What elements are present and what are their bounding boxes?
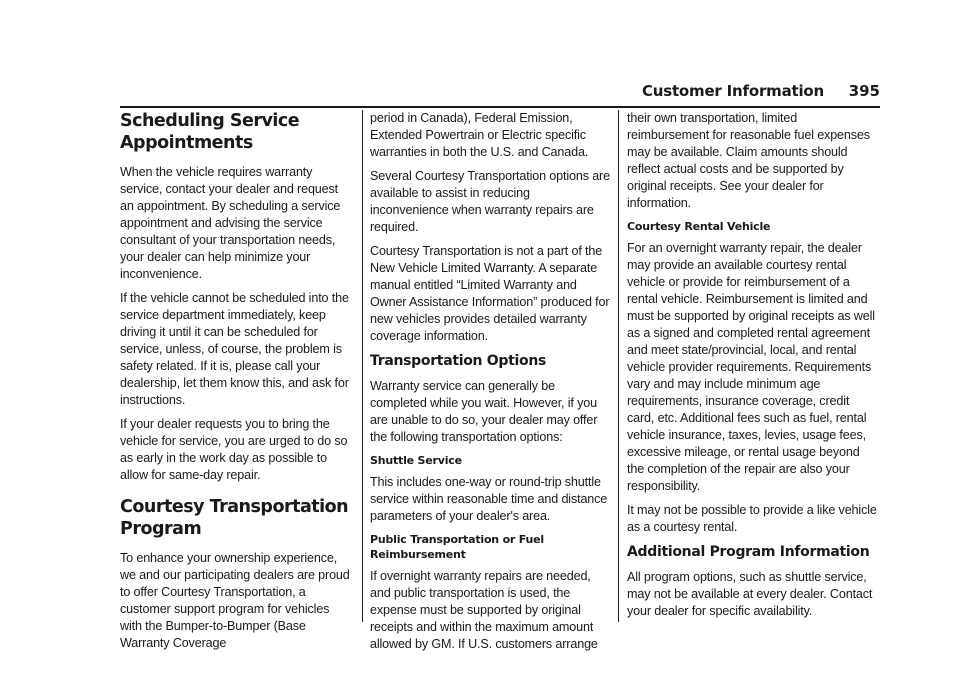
paragraph: All program options, such as shuttle service, may not be available at every dealer. Contact your dealer for specific availability.: [627, 570, 873, 618]
column-divider-2: [618, 110, 619, 622]
paragraph: For an overnight warranty repair, the dealer may provide an available courtesy rental vehicle or provide for reimbursement of a rental vehicle. Reimbursement is limited and must be supported by original receipts as well as a signed and completed rental agreement and meet state/provincial, local, and rental vehicle provider requirements. Requirements vary and may include minimum age requirements, insurance coverage, credit card, etc. Additional fees such as fuel, rental vehicle insurance, taxes, levies, usage fees, excessive mileage, or rental usage beyond the completion of the repair are also your responsibility.: [627, 241, 875, 493]
paragraph: If your dealer requests you to bring the vehicle for service, you are urged to do so as early in the work day as possible to allow for same-day repair.: [120, 417, 348, 482]
paragraph: To enhance your ownership experience, we and our participating dealers are proud to offer Courtesy Transportation, a customer support program for vehicles with the Bumper-to-Bumper (Base Warranty Coverage: [120, 551, 350, 650]
column-2: [370, 110, 610, 660]
paragraph: Courtesy Transportation is not a part of the New Vehicle Limited Warranty. A separate manual entitled “Limited Warranty and Owner Assistance Information” produced for new vehicles provides detailed warranty coverage information.: [370, 244, 610, 343]
page-header: [120, 80, 880, 110]
heading-additional-program: Additional Program Information: [627, 544, 870, 560]
column-1: [120, 110, 352, 659]
paragraph: If overnight warranty repairs are needed, and public transportation is used, the expense must be supported by original receipts and within the maximum amount allowed by GM. If U.S. customers arrange: [370, 569, 598, 651]
subheading-shuttle-service: Shuttle Service: [370, 454, 462, 467]
subheading-public-transportation: Public Transportation or Fuel Reimbursement: [370, 533, 545, 561]
heading-courtesy-transportation: Courtesy Transportation Program: [120, 497, 349, 539]
section-title: Customer Information: [641, 82, 824, 100]
paragraph: period in Canada), Federal Emission, Extended Powertrain or Electric specific warranties in both the U.S. and Canada.: [370, 111, 589, 159]
paragraph: Several Courtesy Transportation options are available to assist in reducing inconvenience when warranty repairs are required.: [370, 169, 610, 234]
header-rule: [120, 106, 880, 108]
heading-transportation-options: Transportation Options: [370, 353, 547, 369]
paragraph: Warranty service can generally be completed while you wait. However, if you are unable to do so, your dealer may offer the following transportation options:: [370, 379, 598, 444]
column-divider-1: [362, 110, 363, 622]
paragraph: This includes one-way or round-trip shuttle service within reasonable time and distance parameters of your dealer's area.: [370, 475, 608, 523]
page-number: 395: [848, 82, 880, 100]
paragraph: When the vehicle requires warranty service, contact your dealer and request an appointment. By scheduling a service appointment and advising the service consultant of your transportation needs, your dealer can help minimize your inconvenience.: [120, 165, 341, 281]
column-3: [627, 110, 877, 627]
subheading-courtesy-rental: Courtesy Rental Vehicle: [627, 220, 771, 233]
paragraph: If the vehicle cannot be scheduled into the service department immediately, keep driving it until it can be scheduled for service, unless, of course, the problem is safety related. If it is, please call your dealership, let them know this, and ask for instructions.: [120, 291, 349, 407]
paragraph: It may not be possible to provide a like vehicle as a courtesy rental.: [627, 503, 877, 534]
heading-scheduling-service: Scheduling Service Appointments: [120, 111, 300, 153]
paragraph: their own transportation, limited reimbursement for reasonable fuel expenses may be available. Claim amounts should reflect actual costs and be supported by original receipts. See your dealer for information.: [627, 111, 870, 210]
